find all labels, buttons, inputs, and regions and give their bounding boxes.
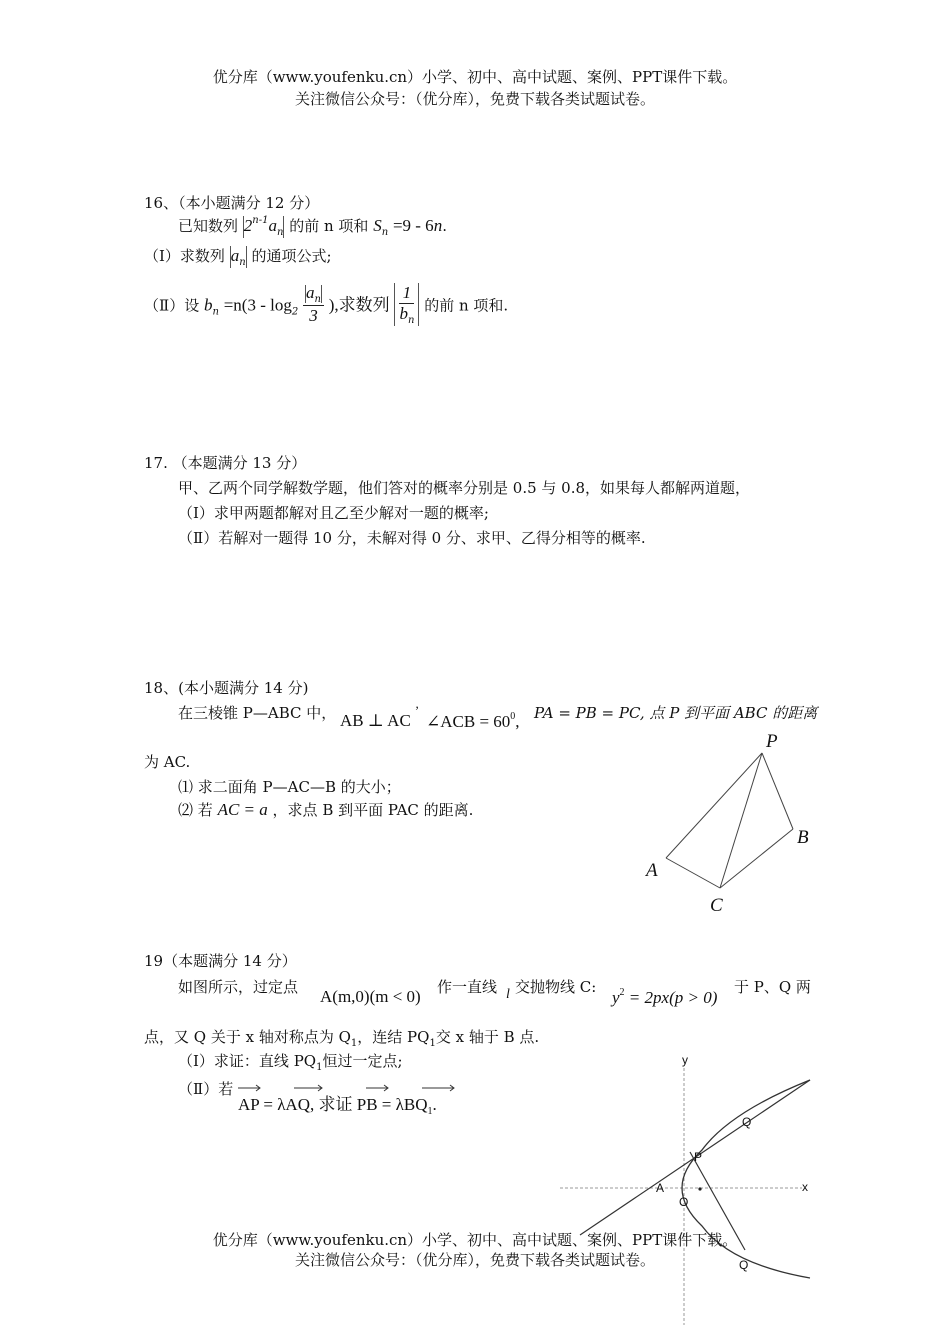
q16-p2-c: =n(3 - log bbox=[223, 295, 292, 315]
q19-intro-b: A(m,0)(m < 0) bbox=[320, 987, 421, 1006]
edge-CB bbox=[720, 829, 793, 888]
q19-intro-l: ，连结 PQ bbox=[357, 1028, 430, 1046]
q19-intro-k: 1 bbox=[350, 1038, 358, 1049]
x-axis-label: x bbox=[802, 1180, 808, 1194]
q19-p1-c: 恒过一定点; bbox=[322, 1052, 403, 1070]
q16-recip-b-sub: n bbox=[407, 315, 415, 326]
edge-PC bbox=[720, 753, 762, 888]
point-B bbox=[698, 1187, 701, 1190]
q16-p1-b: 的通项公式; bbox=[251, 247, 332, 265]
q18-angle bbox=[426, 711, 520, 732]
q18-part1: ⑴ 求二面角 P—AC—B 的大小； bbox=[178, 778, 401, 796]
q19-p2-b: AP = λAQ, 求证 PB = λBQ bbox=[238, 1095, 428, 1114]
q18-angle-text: ∠ACB = 60 bbox=[426, 712, 511, 731]
q19-intro-d: l bbox=[506, 987, 510, 1002]
q16-log-base: 2 bbox=[291, 306, 299, 318]
q19-vector-eq bbox=[238, 1090, 437, 1117]
q16-p1-a-sub: n bbox=[239, 257, 246, 268]
q19-p2-label: （Ⅱ）若 bbox=[178, 1080, 234, 1098]
q19-eq-rest: = 2px(p > 0) bbox=[628, 988, 718, 1007]
q19-line2 bbox=[144, 1026, 539, 1049]
footer-line-1: 优分库（www.youfenku.cn）小学、初中、高中试题、案例、PPT课件下载。 bbox=[212, 1231, 738, 1249]
q16-S: S bbox=[373, 216, 382, 235]
q16-title: 16、（本小题满分 12 分） bbox=[144, 194, 320, 212]
q16-recip-set bbox=[394, 283, 419, 326]
q16-p1-a-sym: a bbox=[230, 246, 240, 265]
q19-intro-n: 交 x 轴于 B 点. bbox=[435, 1028, 540, 1046]
q16-frac-a-sub: n bbox=[314, 294, 321, 305]
point-label-Q: Q bbox=[742, 1115, 752, 1129]
q17-intro: 甲、乙两个同学解数学题，他们答对的概率分别是 0.5 与 0.8，如果每人都解两道题， bbox=[178, 479, 751, 497]
arrow-BQ1-icon bbox=[422, 1085, 454, 1091]
q19-p1-a: （Ⅰ）求证：直线 PQ bbox=[178, 1052, 317, 1070]
q18-degree: 0 bbox=[510, 711, 516, 722]
q18-intro-f: 为 AC. bbox=[144, 753, 191, 771]
q19-intro-c: 作一直线 bbox=[437, 978, 498, 996]
q16-a-sub: n bbox=[276, 227, 284, 238]
q16-frac-den: 3 bbox=[309, 306, 318, 325]
q19-intro-m: 1 bbox=[429, 1038, 436, 1049]
q18-p2-a: ⑵ 若 bbox=[178, 801, 213, 819]
q16-recip-b: b bbox=[399, 304, 408, 323]
q16-recip-num: 1 bbox=[399, 283, 414, 304]
q16-p2-a: （Ⅱ）设 bbox=[144, 296, 200, 315]
q18-p2-b: AC = a bbox=[217, 800, 268, 819]
q17-title: 17. （本题满分 13 分） bbox=[144, 454, 307, 472]
vertex-label-A: A bbox=[646, 860, 658, 881]
edge-PB bbox=[762, 753, 793, 829]
q19-p1-b: 1 bbox=[316, 1062, 323, 1073]
q19-intro-e: 交抛物线 C: bbox=[515, 978, 597, 996]
q18-title: 18、(本小题满分 14 分) bbox=[144, 679, 309, 697]
q18-comma: ’ bbox=[414, 703, 419, 718]
q18-p2-c: ，求点 B 到平面 PAC 的距离. bbox=[272, 801, 474, 819]
q16-intro-b: 的前 n 项和 bbox=[289, 217, 369, 235]
q16-intro bbox=[178, 215, 447, 238]
vertex-label-B: B bbox=[797, 827, 809, 848]
q16-intro-a: 已知数列 bbox=[178, 217, 239, 235]
q19-intro-i: 于 P、Q 两 bbox=[734, 978, 811, 996]
q16-p1-a: （Ⅰ）求数列 bbox=[144, 247, 225, 265]
q16-two: 2 bbox=[243, 216, 253, 235]
q19-part1 bbox=[178, 1050, 403, 1073]
brace-right bbox=[283, 216, 284, 238]
q19-p2-d: . bbox=[432, 1095, 437, 1114]
footer-line-2: 关注微信公众号：（优分库），免费下载各类试题试卷。 bbox=[294, 1251, 655, 1269]
parabola-figure bbox=[560, 1050, 830, 1330]
q16-intro-e: n bbox=[433, 216, 443, 235]
header-line-2: 关注微信公众号：（优分库），免费下载各类试题试卷。 bbox=[294, 90, 655, 108]
q18-comma2: , bbox=[515, 712, 520, 731]
q16-part1 bbox=[144, 245, 332, 268]
q17-part2: （Ⅱ）若解对一题得 10 分，未解对得 0 分、求甲、乙得分相等的概率. bbox=[178, 529, 646, 547]
q19-equation bbox=[612, 987, 717, 1008]
edge-PA bbox=[666, 753, 762, 858]
q18-part2 bbox=[178, 799, 473, 820]
arrow-PB-icon bbox=[366, 1085, 388, 1091]
q16-fraction bbox=[303, 283, 324, 326]
q16-part2 bbox=[144, 285, 508, 328]
q19-title: 19（本题满分 14 分） bbox=[144, 952, 297, 970]
q16-intro-d: =9 - 6 bbox=[392, 216, 434, 235]
q16-exp: n-1 bbox=[252, 215, 269, 226]
brace-right bbox=[246, 246, 247, 268]
brace-right bbox=[321, 285, 322, 303]
header-line-1: 优分库（www.youfenku.cn）小学、初中、高中试题、案例、PPT课件下载。 bbox=[212, 68, 738, 86]
q16-b-sub: n bbox=[212, 306, 219, 318]
arrow-AQ-icon bbox=[294, 1085, 322, 1091]
point-label-O: O bbox=[679, 1195, 689, 1209]
q19-intro-j: 点，又 Q 关于 x 轴对称点为 Q bbox=[144, 1028, 351, 1046]
q16-frac-num bbox=[303, 283, 324, 306]
point-label-Q1: Q bbox=[739, 1258, 749, 1272]
q16-b: b bbox=[203, 295, 213, 315]
q19-p2-c: 1 bbox=[427, 1106, 433, 1117]
q16-a: a bbox=[268, 216, 277, 235]
q16-S-sub: n bbox=[381, 227, 389, 238]
q17-part1: （Ⅰ）求甲两题都解对且乙至少解对一题的概率; bbox=[178, 504, 489, 522]
arrow-AP-icon bbox=[238, 1085, 260, 1091]
q16-recip-den bbox=[399, 304, 414, 326]
point-label-P: P bbox=[694, 1150, 703, 1164]
q19-y-exp: 2 bbox=[619, 987, 625, 998]
q16-frac-a: a bbox=[306, 283, 315, 302]
point-label-A: A bbox=[656, 1181, 665, 1195]
q16-intro-f: . bbox=[442, 217, 447, 235]
vertex-label-P: P bbox=[766, 731, 778, 752]
tetrahedron-figure bbox=[630, 725, 830, 925]
edge-AC bbox=[666, 858, 720, 888]
q16-p2-f: ),求数列 bbox=[328, 295, 390, 315]
q19-y: y bbox=[612, 988, 620, 1007]
y-axis-label: y bbox=[682, 1053, 688, 1067]
q18-perp: AB ⊥ AC bbox=[340, 711, 411, 730]
q16-p2-h: 的前 n 项和. bbox=[424, 296, 509, 315]
q19-intro-a: 如图所示，过定点 bbox=[178, 978, 299, 996]
vector-arrows bbox=[236, 1080, 466, 1092]
vertex-label-C: C bbox=[710, 895, 723, 916]
q18-intro-a: 在三棱锥 P—ABC 中， bbox=[178, 704, 337, 722]
q18-intro-e: PA = PB = PC, 点 P 到平面 ABC 的距离 bbox=[534, 704, 818, 722]
